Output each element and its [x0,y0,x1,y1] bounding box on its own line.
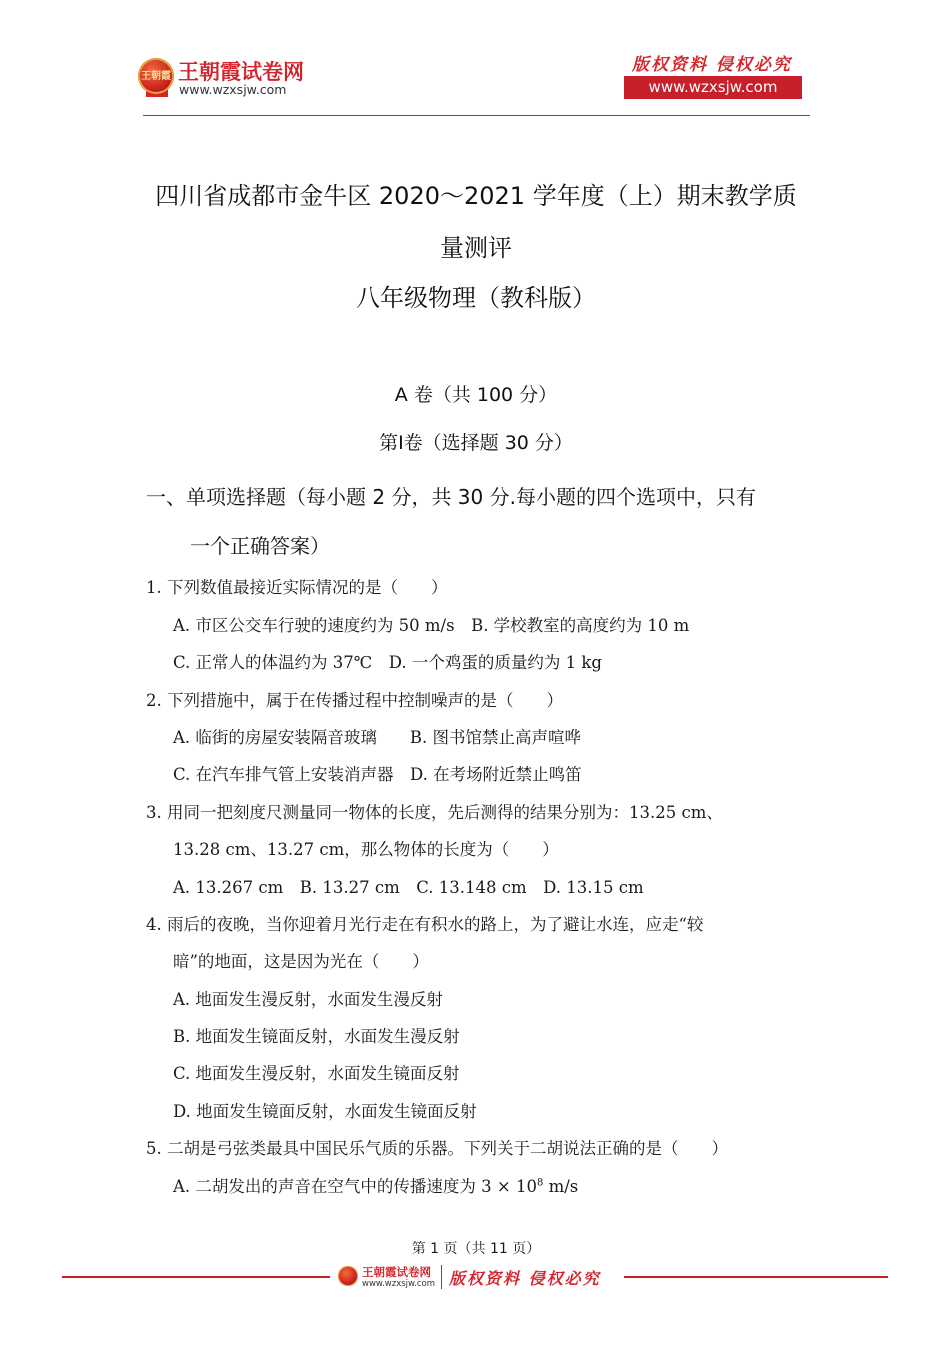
part-heading-line1: 一、单项选择题（每小题 2 分，共 30 分.每小题的四个选项中，只有 [146,485,756,509]
question-5-option-a [173,1173,578,1197]
footer-logo-icon [338,1266,358,1286]
part-heading-line2: 一个正确答案） [190,534,330,558]
paper-heading: A 卷（共 100 分） [394,384,558,406]
exam-title-line1: 四川省成都市金牛区 2020～2021 学年度（上）期末教学质 [155,182,797,210]
copyright-notice: 版权资料 侵权必究 [632,55,792,75]
footer-line-right [624,1276,888,1278]
question-1-options-cd: C. 正常人的体温约为 37℃ D. 一个鸡蛋的质量约为 1 kg [173,653,602,672]
footer-separator [441,1265,442,1289]
logo-badge-icon [138,58,174,94]
question-4-option-a: A. 地面发生漫反射，水面发生漫反射 [173,990,443,1009]
site-url-banner[interactable]: www.wzxsjw.com [624,76,802,99]
question-2-stem: 2. 下列措施中，属于在传播过程中控制噪声的是（ ） [146,691,563,710]
question-3-stem-line2: 13.28 cm、13.27 cm，那么物体的长度为（ ） [173,840,559,859]
question-4-option-c: C. 地面发生漫反射，水面发生镜面反射 [173,1064,460,1083]
header-divider [143,115,810,116]
footer-line-left [62,1276,330,1278]
exam-subtitle: 八年级物理（教科版） [356,284,596,312]
logo-badge-text: 王朝霞 [141,71,171,82]
question-1-stem: 1. 下列数值最接近实际情况的是（ ） [146,578,448,597]
exam-title-line2: 量测评 [440,234,512,262]
question-3-options: A. 13.267 cm B. 13.27 cm C. 13.148 cm D. 13.15 cm [173,878,644,897]
footer-logo-text: 王朝霞试卷网 [362,1265,431,1279]
q5-option-a-unit: m/s [543,1177,579,1196]
q5-option-a-exponent: 8 [536,1177,544,1189]
page-number: 第 1 页（共 11 页） [411,1241,541,1257]
logo-url: www.wzxsjw.com [179,82,287,97]
question-4-option-d: D. 地面发生镜面反射，水面发生镜面反射 [173,1102,477,1121]
question-5-stem: 5. 二胡是弓弦类最具中国民乐气质的乐器。下列关于二胡说法正确的是（ ） [146,1139,728,1158]
volume-heading: 第Ⅰ卷（选择题 30 分） [379,432,573,454]
question-2-options-cd: C. 在汽车排气管上安装消声器 D. 在考场附近禁止鸣笛 [173,765,582,784]
question-4-stem-line2: 暗”的地面，这是因为光在（ ） [173,952,429,971]
footer-logo-url: www.wzxsjw.com [362,1279,436,1289]
question-4-option-b: B. 地面发生镜面反射，水面发生漫反射 [173,1027,460,1046]
question-2-options-ab: A. 临街的房屋安装隔音玻璃 B. 图书馆禁止高声喧哗 [173,728,582,747]
question-1-options-ab: A. 市区公交车行驶的速度约为 50 m/s B. 学校教室的高度约为 10 m [173,616,690,635]
logo-text: 王朝霞试卷网 [178,60,304,84]
question-4-stem-line1: 4. 雨后的夜晚，当你迎着月光行走在有积水的路上，为了避让水连，应走“较 [146,915,704,934]
q5-option-a-text: A. 二胡发出的声音在空气中的传播速度为 3 × 10 [173,1177,537,1196]
footer-copyright: 版权资料 侵权必究 [449,1269,601,1288]
question-3-stem-line1: 3. 用同一把刻度尺测量同一物体的长度，先后测得的结果分别为：13.25 cm、 [146,803,723,822]
